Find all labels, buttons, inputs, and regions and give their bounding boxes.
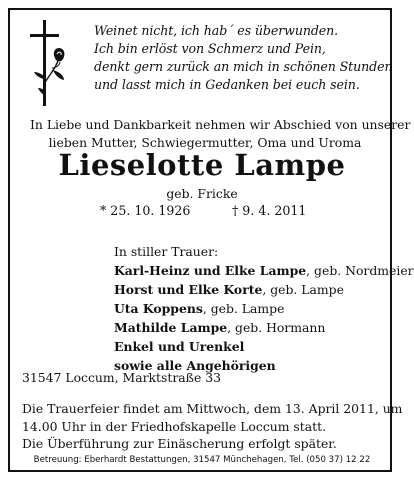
mourners-heading: In stiller Trauer: [114, 244, 219, 259]
mourner-detail: , geb. Lampe [262, 282, 344, 297]
deceased-name: Lieselotte Lampe [58, 148, 346, 182]
funeral-line: Die Überführung zur Einäscherung erfolgt später. [22, 436, 337, 451]
poem-line: Ich bin erlöst von Schmerz und Pein, [94, 41, 326, 56]
death-date: † 9. 4. 2011 [232, 203, 307, 218]
intro-line: lieben Mutter, Schwiegermutter, Oma und Uroma [48, 135, 362, 150]
funeral-details [22, 400, 403, 453]
poem-line: Weinet nicht, ich hab´ es überwunden. [94, 23, 339, 38]
mourner-name: Uta Koppens [114, 301, 203, 316]
maiden-name: geb. Fricke [166, 186, 238, 201]
mourner-name: Karl-Heinz und Elke Lampe [114, 263, 307, 278]
mourners-list [114, 242, 414, 375]
mourner-entry [114, 261, 414, 280]
intro-line: In Liebe und Dankbarkeit nehmen wir Abschied von unserer [30, 117, 411, 132]
obituary-notice [8, 8, 414, 472]
mourner-detail: , geb. Lampe [202, 301, 285, 316]
mourner-entry [114, 299, 394, 318]
funeral-line: 14.00 Uhr in der Friedhofskapelle Loccum statt. [22, 418, 327, 434]
mourner-entry [114, 337, 394, 356]
mourner-name: sowie alle Angehörigen [114, 358, 276, 373]
mourner-detail: , geb. Nordmeier [306, 263, 414, 278]
poem-line: und lasst mich in Gedanken bei euch sein. [94, 77, 360, 92]
mourner-name: Enkel und Urenkel [114, 339, 245, 354]
family-address: 31547 Loccum, Marktstraße 33 [22, 370, 221, 385]
mourner-detail: , geb. Hormann [227, 320, 326, 335]
birth-date: * 25. 10. 1926 [100, 203, 191, 218]
mourner-entry [114, 318, 394, 337]
poem-line: denkt gern zurück an mich in schönen Stunden [94, 59, 393, 74]
poem [94, 22, 393, 94]
funeral-line: Die Trauerfeier findet am Mittwoch, dem 13. April 2011, um [22, 401, 403, 416]
mourner-entry [114, 280, 394, 299]
funeral-home-credit: Betreuung: Eberhardt Bestattungen, 31547 Münchehagen, Tel. (050 37) 12 22 [33, 455, 371, 465]
mourner-name: Mathilde Lampe [114, 320, 228, 335]
mourner-name: Horst und Elke Korte [114, 282, 263, 297]
farewell-intro [30, 116, 411, 152]
cross-with-rose-icon [26, 18, 70, 110]
